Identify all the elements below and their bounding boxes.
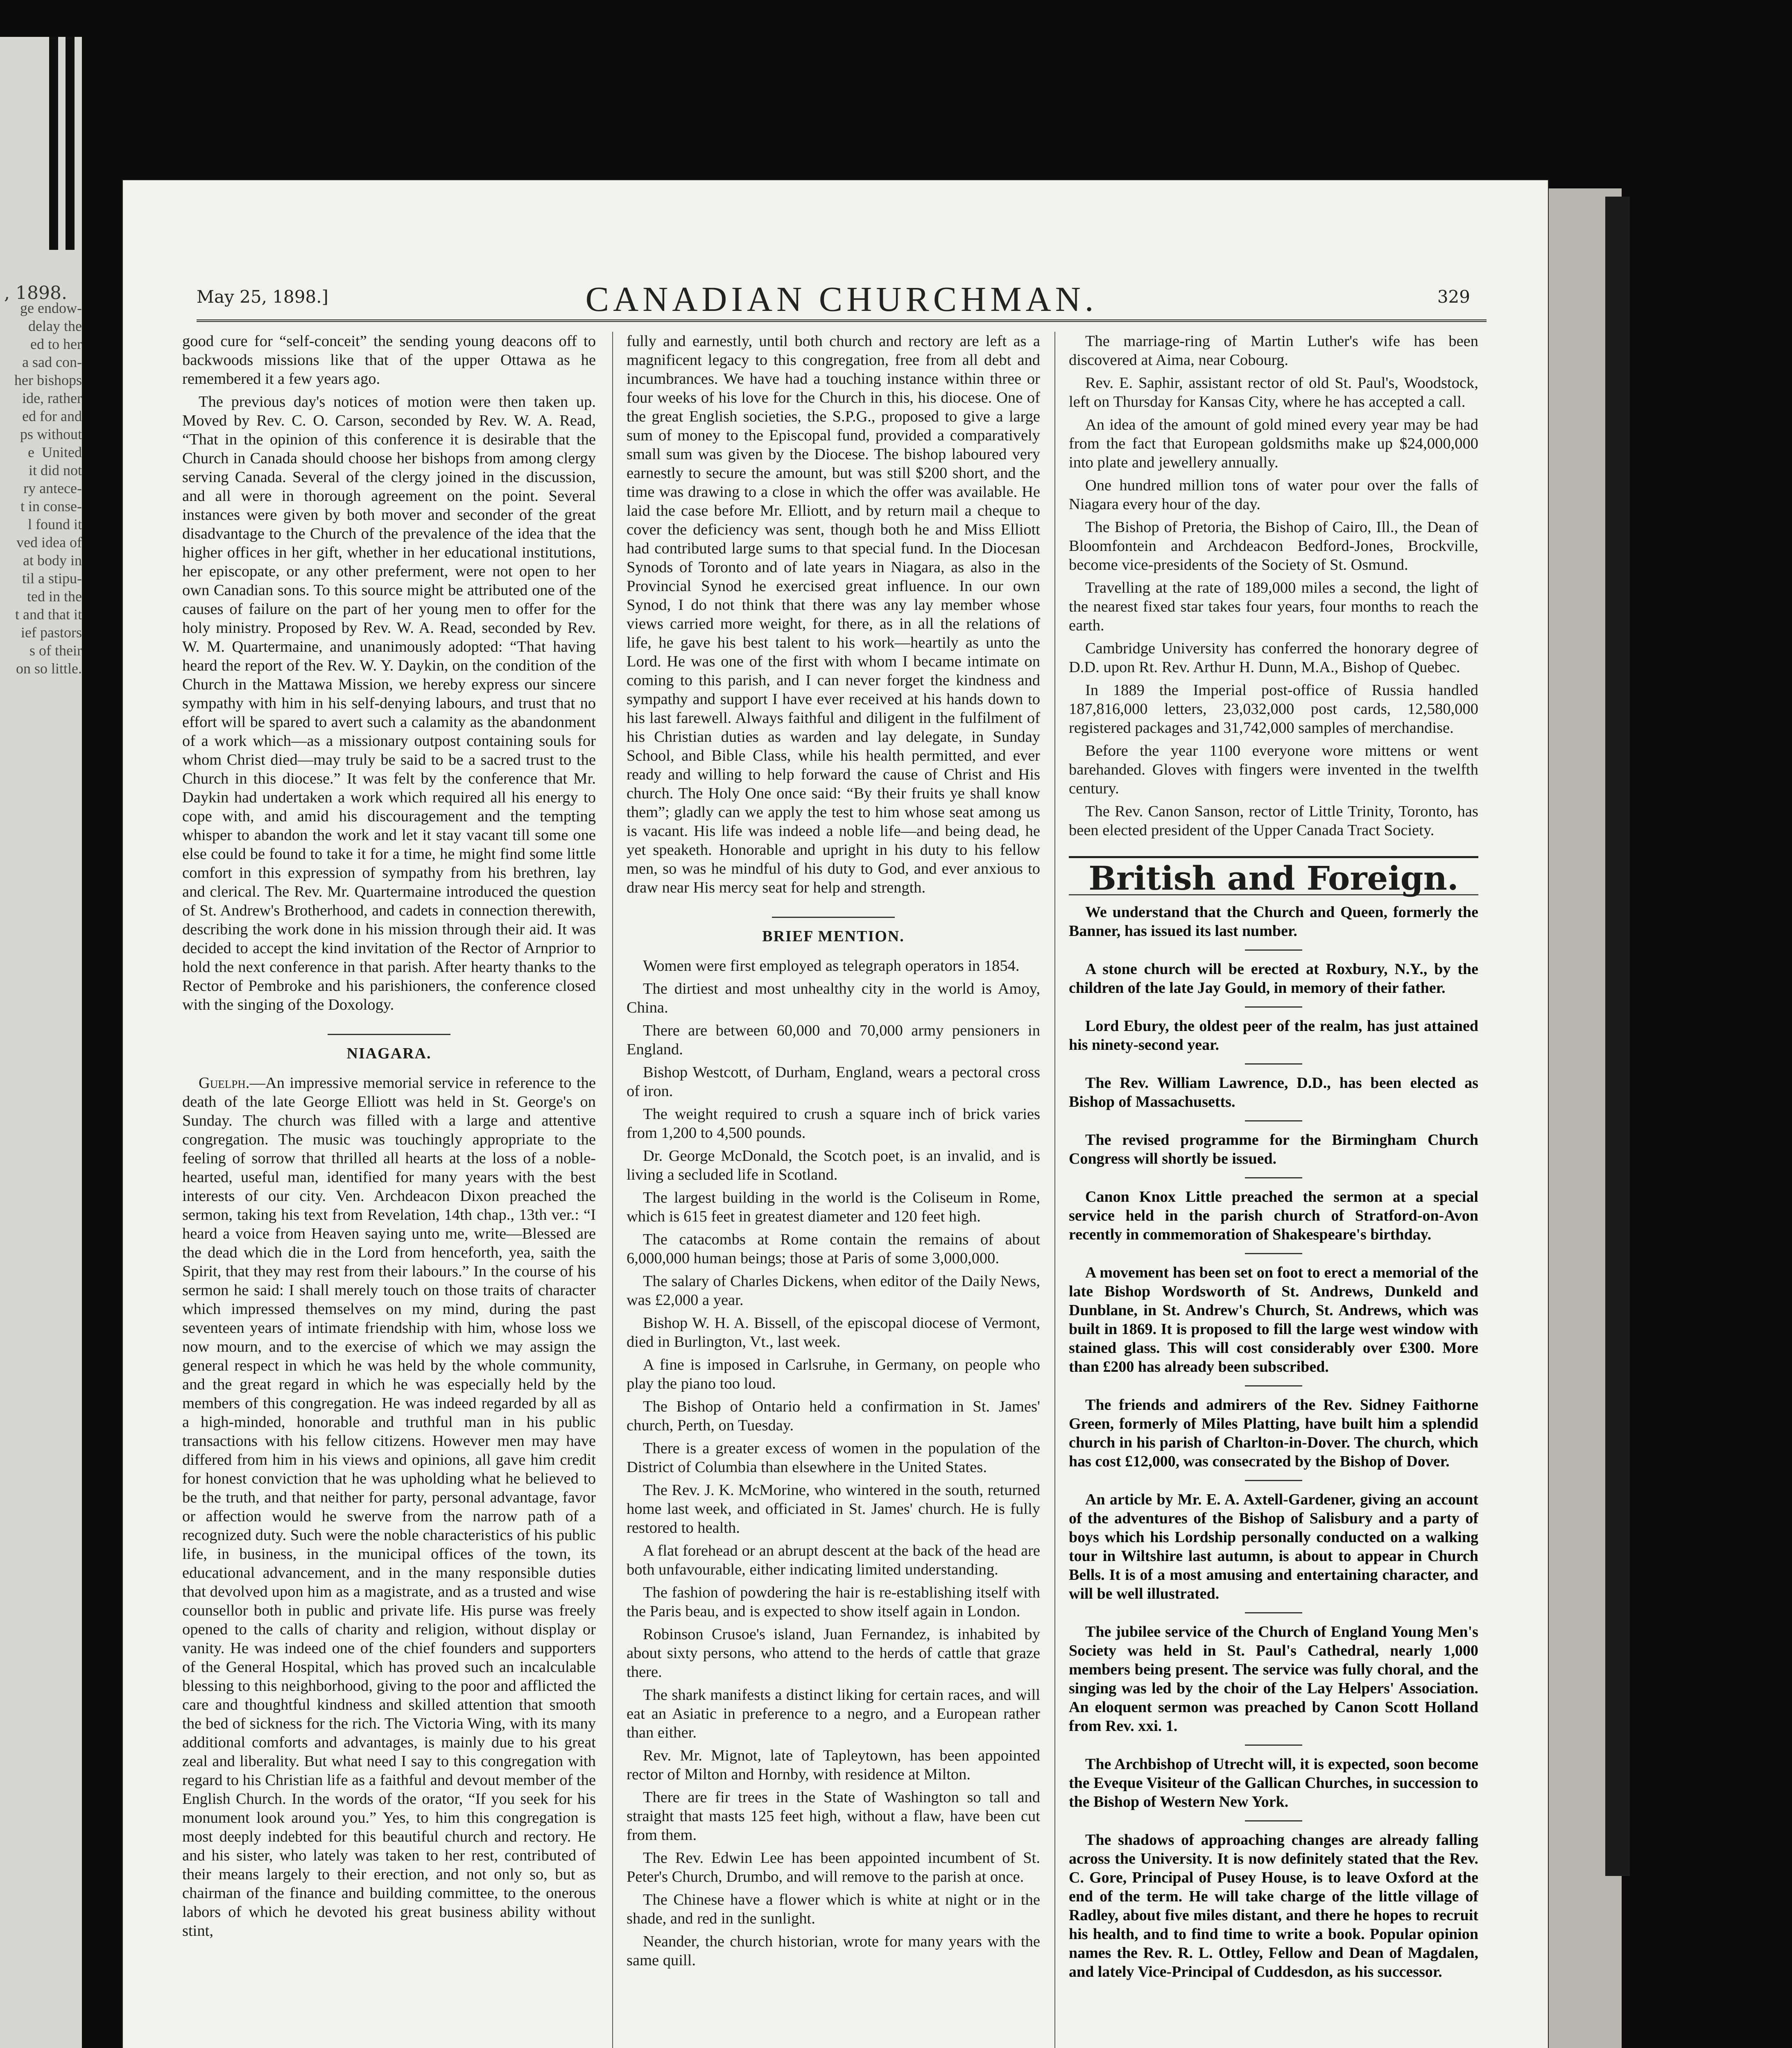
news-item: The jubilee service of the Church of England Young Men's Society was held in St. Paul's Cathedral, nearly 1,000 members being present. The service was fully choral, and the singing was led by the choir of the Lay Helpers' Association. An eloquent sermon was preached by Canon Scott Holland from Rev. xxi. 1. <box>1069 1623 1478 1735</box>
item-separator <box>1245 1006 1302 1008</box>
column-2 <box>627 332 1040 2048</box>
news-item: Lord Ebury, the oldest peer of the realm, has just attained his ninety-second year. <box>1069 1017 1478 1053</box>
item-separator <box>1245 1385 1302 1386</box>
news-item: A stone church will be erected at Roxbury, N.Y., by the children of the late Jay Gould, in memory of their father. <box>1069 961 1478 997</box>
column-1 <box>182 332 596 2048</box>
section-heading-brief-mention <box>627 909 1040 946</box>
item-separator <box>1245 1612 1302 1613</box>
news-item: The revised programme for the Birmingham Church Congress will shortly be issued. <box>1069 1131 1478 1167</box>
brief-item: Before the year 1100 everyone wore mittens or went barehanded. Gloves with fingers were invented in the twelfth century. <box>1069 742 1478 797</box>
column-rule <box>1054 332 1055 2048</box>
paragraph-text: —An impressive memorial service in reference to the death of the late George Elliott was held in St. George's on Sunday. The church was filled with a large and attentive congregation. The music was touchingly appropriate to the feeling of sorrow that thrilled all hearts at the loss of a noble-hearted, useful man, identified for many years with the best interests of our city. Ven. Archdeacon Dixon preached the sermon, taking his text from Revelation, 14th chap., 13th ver.: “I heard a voice from Heaven saying unto me, write—Blessed are the dead which die in the Lord from henceforth, yea, saith the Spirit, that they may rest from their labours.” In the course of his sermon he said: I shall merely touch on those traits of character which impressed themselves on my mind, during the past seventeen years of intimate friendship with him, whose loss we now mourn, and to the exercise of which we may assign the general respect in which he was held by the whole community, and the great regard in which he was especially held by the members of this congregation. He was indeed regarded by all as a high-minded, honorable and truthful man in his public transactions with his fellow citizens. However men may have differed from him in his views and opinions, all gave him credit for honest conviction that he was upholding what he believed to be the truth, and that neither for party, personal advantage, favor or affection would he swerve from the narrow path of a recognized duty. Such were the noble characteristics of his public life, in business, in the municipal offices of the town, its educational advancement, and in the many responsible duties that devolved upon him as a magistrate, and as a trusted and wise counsellor both in public and private life. His purse was freely opened to the calls of charity and religion, without display or vanity. He was indeed one of the chief founders and supporters of the General Hospital, which has proved such an incalculable blessing to this neighborhood, giving to the poor and afflicted the care and thoughtful kindness and skilled attention that smooth the bed of sickness for the rich. The Victoria Wing, with its many additional comforts and advantages, is mainly due to his great zeal and liberality. But what need I say to this congregation with regard to his Christian life as a faithful and devout member of the English Church. In the words of the orator, “If you seek for his monument look around you.” Yes, to him this congregation is most deeply indebted for this beautiful church and rectory. He and his sister, who lately was taken to her rest, contributed of their means largely to their erection, and not only so, but as chairman of the finance and building committee, to the onerous labors of which he devoted his great business ability without stint, <box>182 1074 596 1939</box>
brief-item: The Rev. Edwin Lee has been appointed incumbent of St. Peter's Church, Drumbo, and will remove to the parish at once. <box>627 1849 1040 1885</box>
issue-date: May 25, 1898.] <box>197 287 328 307</box>
section-heading-british-and-foreign: British and Foreign. <box>1069 856 1478 895</box>
binding-bar <box>49 37 58 250</box>
heading-text: BRIEF MENTION. <box>762 928 905 945</box>
paragraph: The previous day's notices of motion were then taken up. Moved by Rev. C. O. Carson, seconded by Rev. W. A. Read, “That in the opinion of this conference it is desirable that the Church in Canada should choose her bishops from among clergy serving Canada. Several of the clergy joined in the discussion, and all were in thorough agreement on the point. Several instances were given by both mover and seconder of the great disadvantage to the Church of the prevalence of the idea that the higher offices in her gift, whether in her educational institutions, her episcopate, or any other preferment, were not open to her own Canadian sons. To this source might be attributed one of the causes of failure on the part of her young men to offer for the holy ministry. Proposed by Rev. W. A. Read, seconded by Rev. W. M. Quartermaine, and unanimously adopted: “That having heard the report of the Rev. W. Y. Daykin, on the condition of the Church in the Mattawa Mission, we hereby express our sincere sympathy with him in his self-denying labours, and trust that no effort will be spared to avert such a calamity as the abandonment of a work which—as a missionary outpost containing souls for whom Christ died—may truly be said to be a sacred trust to the Church in this diocese.” It was felt by the conference that Mr. Daykin had undertaken a work which required all his energy to cope with, and amid his discouragement and the tempting whisper to abandon the work and let it stay vacant till some one else could be found to take it for a time, he might find some little comfort in this expression of sympathy from his brethren, lay and clerical. The Rev. Mr. Quartermaine introduced the question of St. Andrew's Brotherhood, and cadets in connection therewith, describing the work done in his mission through their aid. It was decided to accept the kind invitation of the Rector of Arnprior to hold the next conference in that parish. After hearty thanks to the Rector of Pembroke and his parishioners, the conference closed with the singing of the Doxology. <box>182 393 596 1013</box>
brief-item: The salary of Charles Dickens, when editor of the Daily News, was £2,000 a year. <box>627 1273 1040 1309</box>
brief-item: There are between 60,000 and 70,000 army pensioners in England. <box>627 1022 1040 1058</box>
item-separator <box>1245 1253 1302 1254</box>
column-3 <box>1069 332 1478 2048</box>
news-item: An article by Mr. E. A. Axtell-Gardener, giving an account of the adventures of the Bishop of Salisbury and a party of boys which his Lordship personally conducted on a walking tour in Wiltshire last autumn, is about to appear in Church Bells. It is of a most amusing and entertaining character, and will be well illustrated. <box>1069 1491 1478 1602</box>
heading-rule <box>772 917 895 918</box>
brief-item: The dirtiest and most unhealthy city in the world is Amoy, China. <box>627 980 1040 1016</box>
brief-item: The marriage-ring of Martin Luther's wife has been discovered at Aima, near Cobourg. <box>1069 333 1478 369</box>
brief-item: An idea of the amount of gold mined every year may be had from the fact that European goldsmiths make up $24,000,000 into plate and jewellery annually. <box>1069 416 1478 471</box>
brief-item: The Bishop of Pretoria, the Bishop of Cairo, Ill., the Dean of Bloomfontein and Archdeacon Bedford-Jones, Brockville, become vice-presidents of the Society of St. Osmund. <box>1069 519 1478 573</box>
news-item: The friends and admirers of the Rev. Sidney Faithorne Green, formerly of Miles Platting, have built him a splendid church in his parish of Charlton-in-Dover. The church, which has cost £12,000, was consecrated by the Bishop of Dover. <box>1069 1396 1478 1470</box>
news-item: The Rev. William Lawrence, D.D., has been elected as Bishop of Massachusetts. <box>1069 1074 1478 1110</box>
binding-shadow <box>1605 197 1630 1876</box>
paragraph: good cure for “self-conceit” the sending young deacons off to backwoods missions like that of the upper Ottawa as he remembered it a few years ago. <box>182 333 596 387</box>
newspaper-page <box>123 180 1548 2048</box>
heading-rule <box>328 1034 450 1035</box>
news-item: The shadows of approaching changes are already falling across the University. It is now definitely stated that the Rev. C. Gore, Principal of Pusey House, is to leave Oxford at the end of the term. He will take charge of the little village of Radley, about five miles distant, and there he hopes to recruit his health, and to find time to write a book. Popular opinion names the Rev. R. L. Ottley, Fellow and Dean of Magdalen, and lately Vice-Principal of Cuddesdon, as his successor. <box>1069 1831 1478 1980</box>
masthead: CANADIAN CHURCHMAN. <box>585 279 1098 319</box>
brief-item: One hundred million tons of water pour over the falls of Niagara every hour of the day. <box>1069 477 1478 513</box>
column-rule <box>612 332 613 2048</box>
brief-item: Rev. E. Saphir, assistant rector of old St. Paul's, Woodstock, left on Thursday for Kansas City, where he has accepted a call. <box>1069 374 1478 410</box>
heading-text: NIAGARA. <box>346 1045 432 1062</box>
item-separator <box>1245 949 1302 951</box>
brief-item: Rev. Mr. Mignot, late of Tapleytown, has been appointed rector of Milton and Hornby, with residence at Milton. <box>627 1747 1040 1783</box>
paragraph <box>182 1074 596 1940</box>
paragraph: fully and earnestly, until both church and rectory are left as a magnificent legacy to this congregation, free from all debt and incumbrances. We have had a touching instance within three or four weeks of his love for the Church in this, his diocese. One of the great English societies, the S.P.G., proposed to give a large sum of money to the Episcopal fund, provided a comparatively small sum was given by the Diocese. The bishop laboured very earnestly to secure the amount, but was still $200 short, and the time was drawing to a close in which the offer was available. He laid the case before Mr. Elliott, and by return mail a cheque to cover the deficiency was sent, though both he and Miss Elliott had contributed large sums to that special fund. In the Diocesan Synods of Toronto and of late years in Niagara, as also in the Provincial Synod he exercised great influence. In our own Synod, I do not think that there was any lay member whose views carried more weight, for there, as in all the relations of life, he gave his best talent to his work—heartily as unto the Lord. He was one of the first with whom I became intimate on coming to this parish, and I can never forget the kindness and sympathy and support I have ever received at his hands down to his last farewell. Always faithful and diligent in the fulfilment of his Christian duties as warden and lay delegate, in Sunday School, and Bible Class, while his health permitted, and ever ready and willing to help forward the cause of Christ and His church. The Holy One once said: “By their fruits ye shall know them”; gladly can we apply the test to him whose seat among us is vacant. His life was indeed a noble life—and being dead, he yet speaketh. Honorable and upright in his duty to his fellow men, so was he mindful of his duty to God, and ever anxious to draw near His mercy seat for help and strength. <box>627 333 1040 896</box>
item-separator <box>1245 1063 1302 1065</box>
brief-item: Robinson Crusoe's island, Juan Fernandez, is inhabited by about sixty persons, who attend to the herds of cattle that graze there. <box>627 1626 1040 1681</box>
news-item: Canon Knox Little preached the sermon at a special service held in the parish church of Stratford-on-Avon recently in commemoration of Shakespeare's birthday. <box>1069 1188 1478 1243</box>
brief-item: The shark manifests a distinct liking for certain races, and will eat an Asiatic in preference to a negro, and a European rather than either. <box>627 1686 1040 1741</box>
news-item: We understand that the Church and Queen, formerly the Banner, has issued its last number. <box>1069 904 1478 940</box>
brief-item: The Rev. J. K. McMorine, who wintered in the south, returned home last week, and officiated in St. James' church. He is fully restored to health. <box>627 1482 1040 1536</box>
adjacent-page-strip <box>0 37 82 2048</box>
brief-item: The Rev. Canon Sanson, rector of Little Trinity, Toronto, has been elected president of the Upper Canada Tract Society. <box>1069 803 1478 839</box>
brief-item: There are fir trees in the State of Washington so tall and straight that masts 125 feet high, without a flaw, have been cut from them. <box>627 1789 1040 1844</box>
brief-item: A flat forehead or an abrupt descent at the back of the head are both unfavourable, either indicating limited understanding. <box>627 1542 1040 1578</box>
brief-item: Bishop Westcott, of Durham, England, wears a pectoral cross of iron. <box>627 1064 1040 1100</box>
brief-item: Cambridge University has conferred the honorary degree of D.D. upon Rt. Rev. Arthur H. Dunn, M.A., Bishop of Quebec. <box>1069 640 1478 676</box>
adjacent-page-year: , 1898. <box>4 283 67 304</box>
brief-item: The fashion of powdering the hair is re-establishing itself with the Paris beau, and is expected to show itself again in London. <box>627 1584 1040 1620</box>
brief-item: There is a greater excess of women in the population of the District of Columbia than elsewhere in the United States. <box>627 1440 1040 1476</box>
brief-item: The Bishop of Ontario held a confirmation in St. James' church, Perth, on Tuesday. <box>627 1398 1040 1434</box>
item-separator <box>1245 1177 1302 1178</box>
binding-bar <box>66 37 75 250</box>
brief-item: A fine is imposed in Carlsruhe, in Germany, on people who play the piano too loud. <box>627 1356 1040 1392</box>
brief-item: The catacombs at Rome contain the remains of about 6,000,000 human beings; those at Paris of some 3,000,000. <box>627 1231 1040 1267</box>
item-separator <box>1245 1820 1302 1821</box>
adjacent-page-text: ge endow- delay the ed to her a sad con- her bishops ide, rather ed for and ps without e United it did not ry antece- t in conse- l found it ved idea of at body in til a stipu- ted in the t and that it ief pastors s of their on so little. <box>14 300 82 677</box>
brief-item: Bishop W. H. A. Bissell, of the episcopal diocese of Vermont, died in Burlington, Vt., last week. <box>627 1314 1040 1350</box>
dateline: Guelph. <box>199 1074 250 1092</box>
page-header <box>197 274 1487 322</box>
brief-item: The Chinese have a flower which is white at night or in the shade, and red in the sunlight. <box>627 1891 1040 1927</box>
brief-item: In 1889 the Imperial post-office of Russia handled 187,816,000 letters, 23,032,000 post cards, 12,580,000 registered packages and 31,742,000 samples of merchandise. <box>1069 682 1478 736</box>
page-number: 329 <box>1437 287 1470 307</box>
brief-item: Neander, the church historian, wrote for many years with the same quill. <box>627 1933 1040 1969</box>
item-separator <box>1245 1744 1302 1746</box>
brief-item: Travelling at the rate of 189,000 miles a second, the light of the nearest fixed star takes four years, four months to reach the earth. <box>1069 579 1478 634</box>
section-heading-niagara <box>182 1026 596 1063</box>
brief-item: The weight required to crush a square inch of brick varies from 1,200 to 4,500 pounds. <box>627 1106 1040 1142</box>
british-foreign-list <box>1069 903 1478 1981</box>
item-separator <box>1245 1480 1302 1481</box>
brief-item: Dr. George McDonald, the Scotch poet, is an invalid, and is living a secluded life in Scotland. <box>627 1147 1040 1183</box>
news-item: A movement has been set on foot to erect a memorial of the late Bishop Wordsworth of St. Andrews, Dunkeld and Dunblane, in St. Andrew's Church, St. Andrews, which was built in 1869. It is proposed to fill the large west window with stained glass. This will cost considerably over £300. More than £200 has already been subscribed. <box>1069 1264 1478 1375</box>
brief-item: Women were first employed as telegraph operators in 1854. <box>643 957 1020 974</box>
news-item: The Archbishop of Utrecht will, it is expected, soon become the Eveque Visiteur of the Gallican Churches, in succession to the Bishop of Western New York. <box>1069 1756 1478 1810</box>
brief-item: The largest building in the world is the Coliseum in Rome, which is 615 feet in greatest diameter and 120 feet high. <box>627 1189 1040 1225</box>
item-separator <box>1245 1120 1302 1121</box>
